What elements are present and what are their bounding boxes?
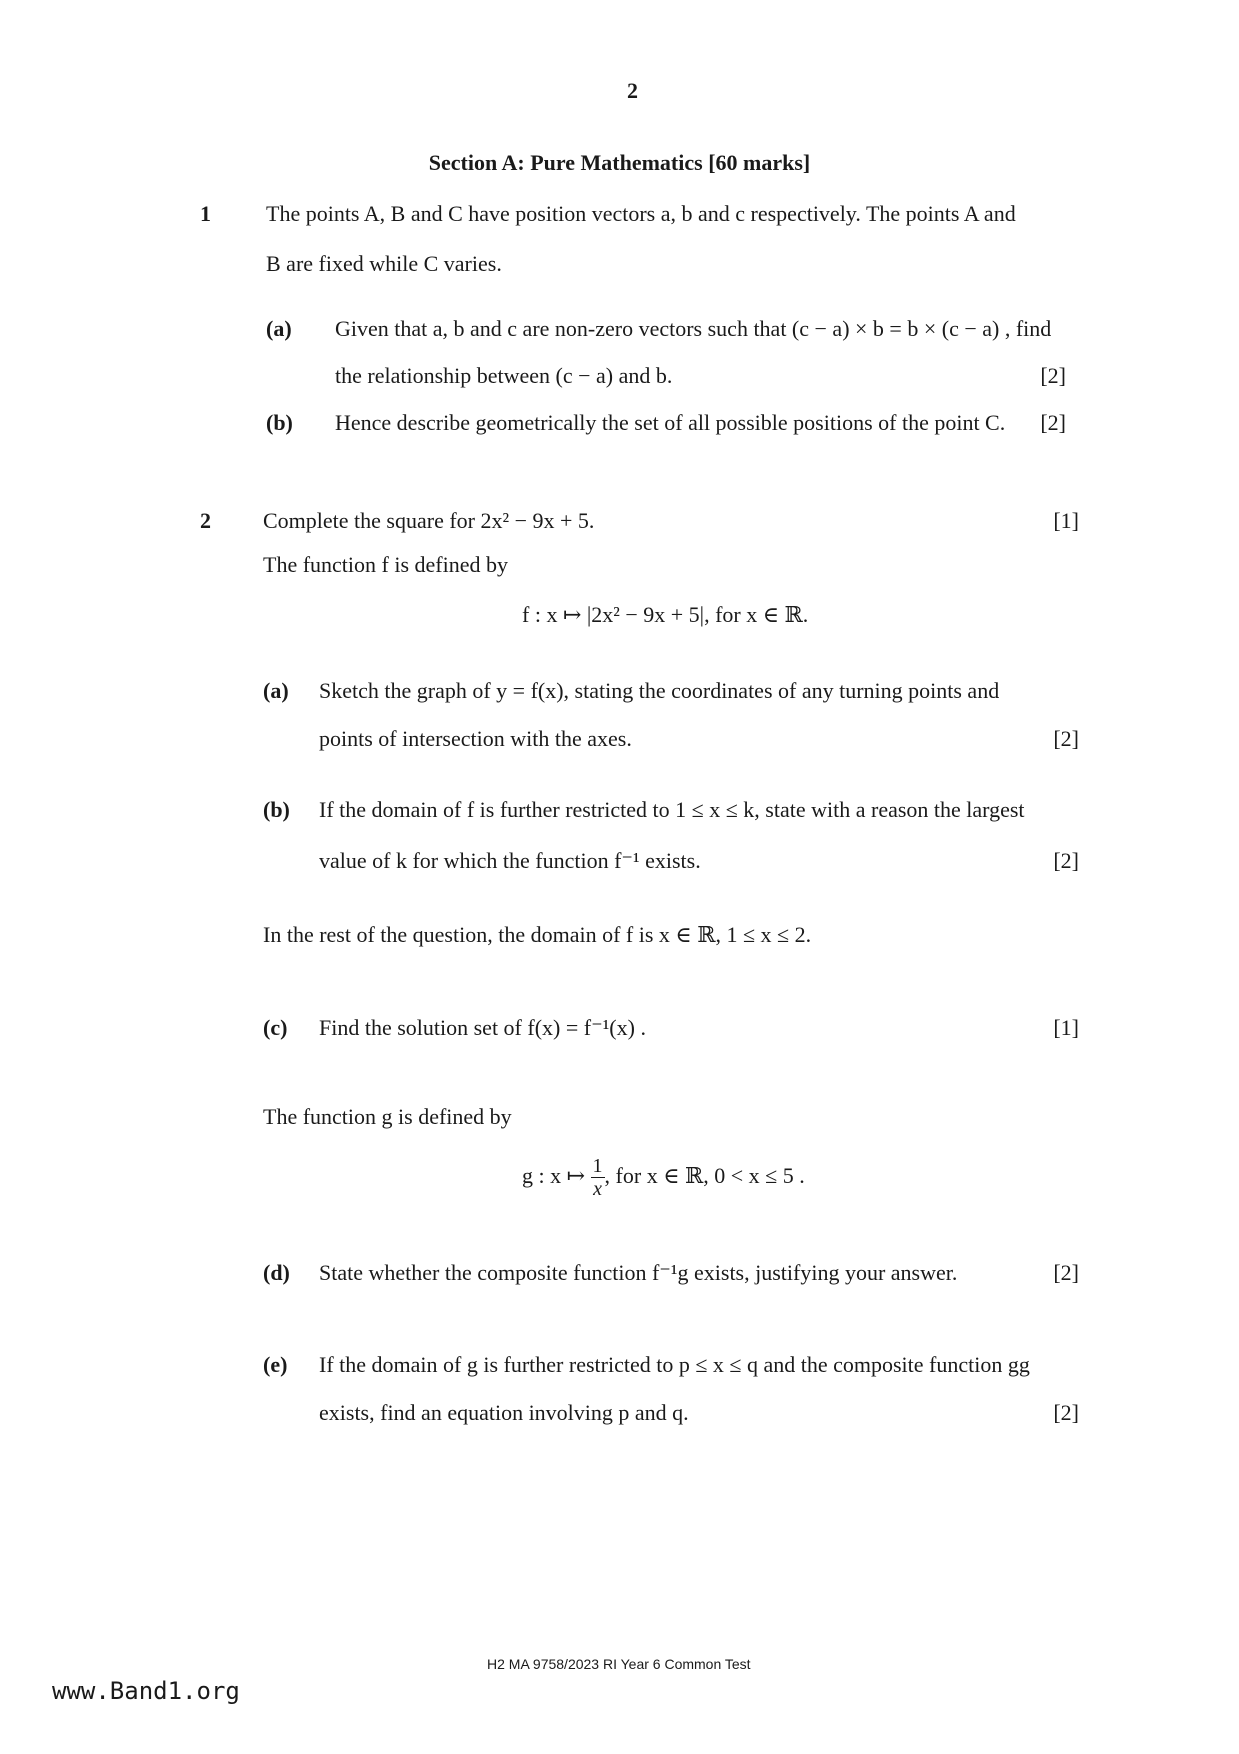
question-2a-marks: [2] [1053, 726, 1079, 751]
question-2e-marks: [2] [1053, 1400, 1079, 1425]
g-def-prefix: g : x ↦ [522, 1163, 586, 1188]
question-2-g-def [522, 1152, 805, 1200]
question-2d-label: (d) [263, 1260, 290, 1285]
question-2e-label: (e) [263, 1352, 288, 1377]
question-2b-line1: If the domain of f is further restricted to 1 ≤ x ≤ k, state with a reason the largest [319, 797, 1025, 822]
g-def-fraction [591, 1155, 605, 1200]
question-2b-label: (b) [263, 797, 290, 822]
question-2a-line1: Sketch the graph of y = f(x), stating the coordinates of any turning points and [319, 678, 1000, 703]
question-2b-line2: value of k for which the function f⁻¹ exists. [319, 848, 701, 873]
question-1b-line1: Hence describe geometrically the set of all possible positions of the point C. [335, 410, 1006, 435]
question-1-intro-line2: B are fixed while C varies. [266, 251, 502, 276]
question-2-rest-text: In the rest of the question, the domain of f is x ∈ ℝ, 1 ≤ x ≤ 2. [263, 922, 812, 947]
question-2c-line1: Find the solution set of f(x) = f⁻¹(x) . [319, 1015, 646, 1040]
question-2-number: 2 [200, 508, 211, 533]
g-def-denominator: x [593, 1178, 602, 1201]
question-2d-line1: State whether the composite function f⁻¹g exists, justifying your answer. [319, 1260, 958, 1285]
page-footer: H2 MA 9758/2023 RI Year 6 Common Test [487, 1656, 751, 1672]
question-2-intro: Complete the square for 2x² − 9x + 5. [263, 508, 595, 533]
question-1b-marks: [2] [1040, 410, 1066, 435]
g-def-numerator: 1 [592, 1155, 603, 1178]
question-1b-label: (b) [266, 410, 293, 435]
question-1-intro-line1: The points A, B and C have position vectors a, b and c respectively. The points A and [266, 201, 1016, 226]
question-2-f-def-intro: The function f is defined by [263, 552, 508, 577]
page-number: 2 [627, 78, 638, 103]
question-2b-marks: [2] [1053, 848, 1079, 873]
question-2c-label: (c) [263, 1015, 288, 1040]
question-1a-marks: [2] [1040, 363, 1066, 388]
question-2-g-def-intro: The function g is defined by [263, 1104, 512, 1129]
g-def-suffix: , for x ∈ ℝ, 0 < x ≤ 5 . [604, 1163, 805, 1188]
question-1a-label: (a) [266, 316, 292, 341]
question-2a-label: (a) [263, 678, 289, 703]
question-2c-marks: [1] [1053, 1015, 1079, 1040]
question-1-number: 1 [200, 201, 211, 226]
section-title: Section A: Pure Mathematics [60 marks] [428, 150, 811, 175]
question-1a-line1: Given that a, b and c are non-zero vectors such that (c − a) × b = b × (c − a) , find [335, 316, 1052, 341]
question-1a-line2: the relationship between (c − a) and b. [335, 363, 673, 388]
question-2e-line1: If the domain of g is further restricted to p ≤ x ≤ q and the composite function gg [319, 1352, 1030, 1377]
question-2a-line2: points of intersection with the axes. [319, 726, 632, 751]
question-2-f-def: f : x ↦ |2x² − 9x + 5|, for x ∈ ℝ. [522, 602, 809, 627]
question-2e-line2: exists, find an equation involving p and q. [319, 1400, 689, 1425]
question-2d-marks: [2] [1053, 1260, 1079, 1285]
watermark: www.Band1.org [52, 1677, 240, 1705]
question-2-intro-marks: [1] [1053, 508, 1079, 533]
